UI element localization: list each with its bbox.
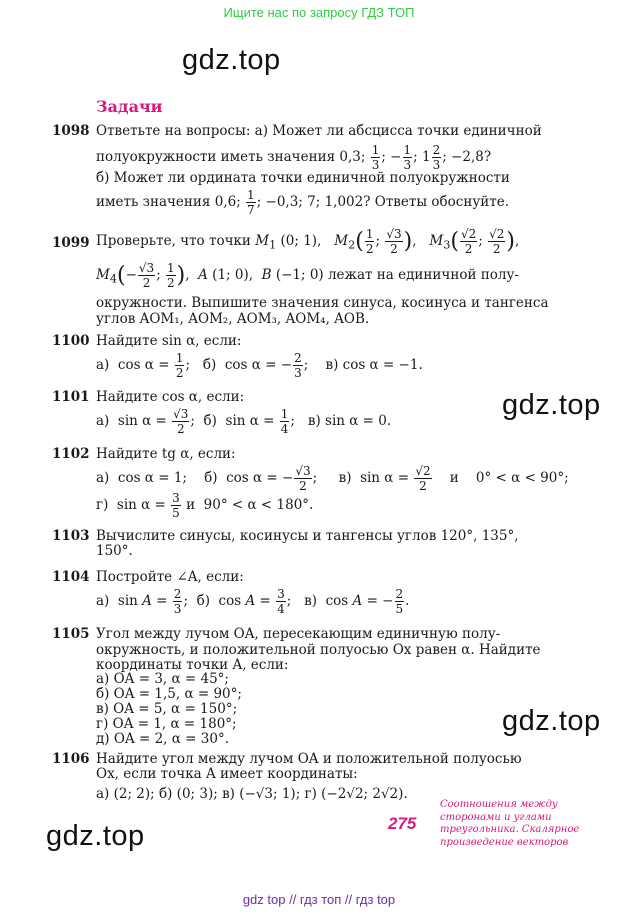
problem-number: 1102 <box>52 446 90 462</box>
problem-text: б) Может ли ордината точки единичной полуокружности <box>96 170 510 186</box>
problem-text: Угол между лучом OA, пересекающим единичную полу- <box>96 626 501 642</box>
problem-text: углов AOM₁, AOM₂, AOM₃, AOM₄, AOB. <box>96 311 370 327</box>
problem-number: 1098 <box>52 123 90 139</box>
watermark: gdz.top <box>46 820 145 852</box>
page-number: 275 <box>388 814 417 833</box>
footer-links[interactable]: gdz top // гдз топ // гдз top <box>242 892 396 907</box>
problem-options: а) sin α = $\frac{√3}{2}$ ; б) sin α = $\frac{1}{4}$ ; в) sin α = 0. <box>96 407 392 436</box>
list-item: а) OA = 3, α = 45°; <box>96 671 229 687</box>
problem-number: 1103 <box>52 528 90 544</box>
problem-text: окружность, и положительной полуосью Ox равен α. Найдите <box>96 642 541 658</box>
problem-text: полуокружности иметь значения 0,3; $\frac{1}{3}$ ; − $\frac{1}{3}$ ; 1 $\frac{2}{3}$ ; −2,8? <box>96 143 492 172</box>
list-item: б) OA = 1,5, α = 90°; <box>96 686 242 702</box>
problem-title: Найдите sin α, если: <box>96 333 242 349</box>
problem-text: Проверьте, что точки $M_1$ (0; 1), $M_2$( $\frac{1}{2}$ ; $\frac{√3}{2}$ ), $M_3$( $\frac{√2}{2}$ ; $\frac{√2}{2}$ ), <box>96 227 520 256</box>
problem-number: 1106 <box>52 751 90 767</box>
problem-text: Вычислите синусы, косинусы и тангенсы углов 120°, 135°, <box>96 528 519 544</box>
watermark: gdz.top <box>502 705 601 737</box>
list-item: д) OA = 2, α = 30°. <box>96 731 229 747</box>
problem-text: иметь значения 0,6; $\frac{1}{7}$ ; −0,3; 7; 1,002? Ответы обоснуйте. <box>96 188 510 217</box>
problem-text: Ox, если точка A имеет координаты: <box>96 766 358 782</box>
problem-number: 1101 <box>52 389 90 405</box>
problem-options: а) (2; 2); б) (0; 3); в) (−√3; 1); г) (−2√2; 2√2). <box>96 786 408 802</box>
section-heading: Задачи <box>96 97 163 116</box>
problem-title: Найдите cos α, если: <box>96 389 245 405</box>
list-item: в) OA = 5, α = 150°; <box>96 701 238 717</box>
problem-number: 1105 <box>52 626 90 642</box>
problem-title: Постройте ∠A, если: <box>96 569 244 585</box>
problem-options: г) sin α = $\frac{3}{5}$ и 90° < α < 180°. <box>96 491 314 520</box>
problem-options: а) sin A = $\frac{2}{3}$ ; б) cos A = $\frac{3}{4}$ ; в) cos A = − $\frac{2}{5}$ . <box>96 587 410 616</box>
problem-text: окружности. Выпишите значения синуса, косинуса и тангенса <box>96 295 549 311</box>
problem-text: Ответьте на вопросы: а) Может ли абсцисса точки единичной <box>96 123 542 139</box>
problem-text: 150°. <box>96 543 133 559</box>
problem-options: а) cos α = $\frac{1}{2}$ ; б) cos α = − $\frac{2}{3}$ ; в) cos α = −1. <box>96 351 423 380</box>
problem-number: 1100 <box>52 333 90 349</box>
list-item: г) OA = 1, α = 180°; <box>96 716 237 732</box>
problem-text: $M_4(-$ $\frac{√3}{2}$ ; $\frac{1}{2}$ ), A (1; 0), B (−1; 0) лежат на единичной полу- <box>96 261 519 290</box>
watermark: gdz.top <box>502 389 601 421</box>
problem-text: Найдите угол между лучом OA и положительной полуосью <box>96 751 522 767</box>
problem-number: 1104 <box>52 569 90 585</box>
watermark: gdz.top <box>182 44 281 76</box>
problem-text: координаты точки A, если: <box>96 657 289 673</box>
top-banner: Ищите нас по запросу ГДЗ ТОП <box>223 5 415 20</box>
problem-number: 1099 <box>52 235 90 251</box>
chapter-side-note: Соотношения между сторонами и углами треугольника. Скалярное произведение векторов <box>440 799 580 848</box>
problem-title: Найдите tg α, если: <box>96 446 236 462</box>
problem-options: а) cos α = 1; б) cos α = − $\frac{√3}{2}$ ; в) sin α = $\frac{√2}{2}$ и 0° < α < 90°; <box>96 464 569 493</box>
